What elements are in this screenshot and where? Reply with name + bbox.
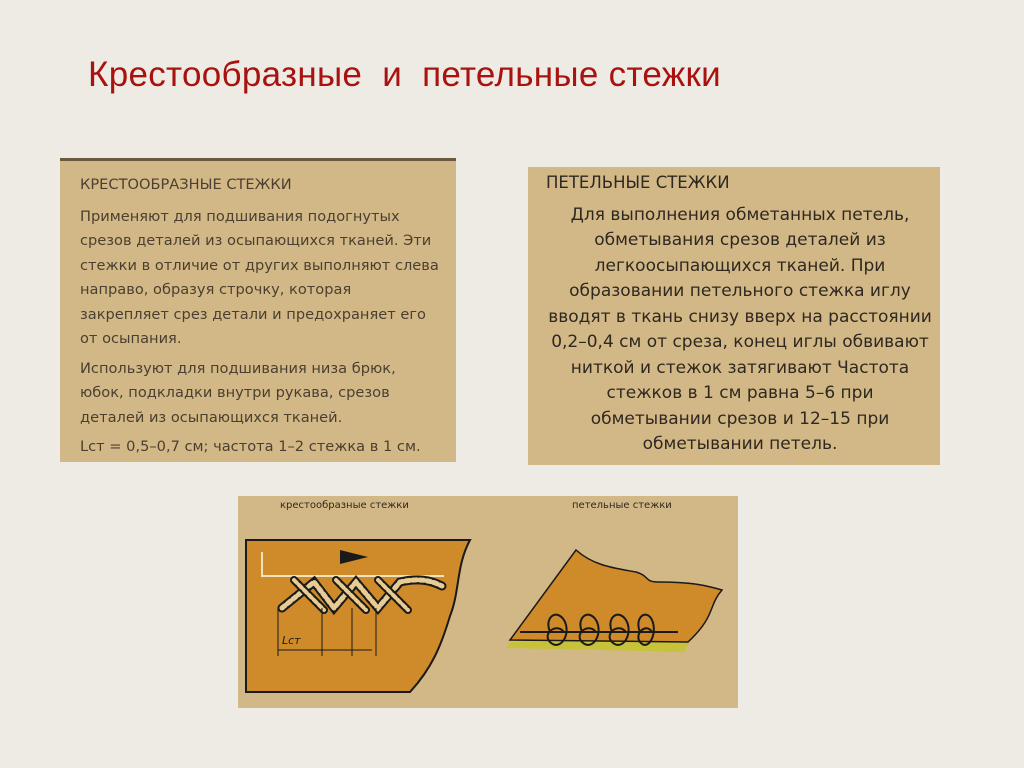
cross-stitch-fabric — [246, 540, 470, 692]
cross-stitch-paragraph: Lст = 0,5–0,7 см; частота 1–2 стежка в 1 см. — [80, 438, 421, 455]
cross-stitch-caption: крестообразные стежки — [280, 500, 409, 511]
loop-stitch-card — [528, 167, 940, 465]
cross-stitch-heading: КРЕСТООБРАЗНЫЕ СТЕЖКИ — [80, 176, 292, 193]
cross-stitch-paragraph: Применяют для подшивания подогнутых срезов деталей из осыпающихся тканей. Эти стежки в отличие от других выполняют слева направо, образуя строчку, которая закрепляет срез детали и предохраняет его от осыпания. — [80, 207, 439, 347]
loop-stitch-caption: петельные стежки — [572, 500, 672, 511]
stitch-illustration — [238, 496, 738, 708]
loop-stitch-heading: ПЕТЕЛЬНЫЕ СТЕЖКИ — [546, 173, 730, 192]
cross-stitch-card — [60, 158, 456, 462]
dimension-label: Lст — [282, 634, 301, 647]
loop-stitch-paragraph: Для выполнения обметанных петель, обметывания срезов деталей из легкоосыпающихся тканей. При образовании петельного стежка иглу вводят в ткань снизу вверх на расстоянии 0,2–0,4 см от среза, конец иглы обвивают ниткой и стежок затягивают Частота стежков в 1 см равна 5–6 при обметывании срезов и 12–15 при обметывании петель. — [548, 204, 932, 454]
loop-stitch-fabric-edge — [506, 642, 690, 652]
cross-stitch-paragraph: Используют для подшивания низа брюк, юбок, подкладки внутри рукава, срезов деталей из осыпающихся тканей. — [80, 359, 396, 426]
slide-title: Крестообразные и петельные стежки — [88, 55, 721, 94]
stitch-drawing — [238, 496, 738, 708]
